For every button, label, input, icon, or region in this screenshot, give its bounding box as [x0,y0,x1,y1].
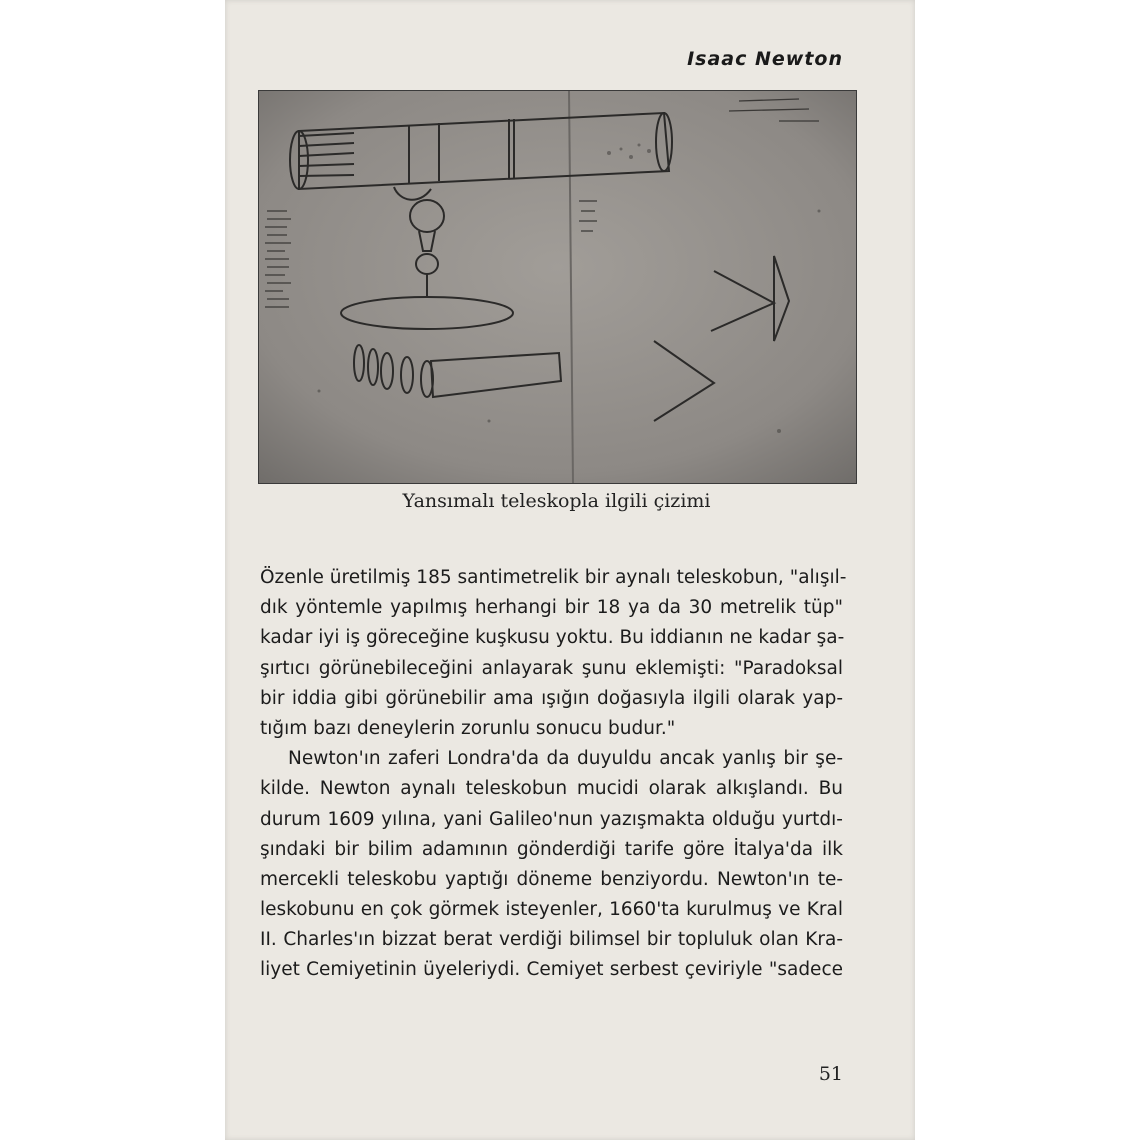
figure-caption: Yansımalı teleskopla ilgili çizimi [402,490,711,512]
text-line: Newton'ın zaferi Londra'da da duyuldu ancak yanlış bir şe- [288,748,843,770]
page-number: 51 [818,1063,843,1085]
text-line: tığım bazı deneylerin zorunlu sonucu budur." [260,717,676,739]
running-head: Isaac Newton [687,48,843,70]
text-line: kadar iyi iş göreceğine kuşkusu yoktu. Bu iddianın ne kadar şa- [260,627,845,649]
telescope-drawing-image [258,90,857,484]
text-line: mercekli teleskobu yaptığı döneme benziyordu. Newton'ın te- [260,868,843,890]
text-line: dık yöntemle yapılmış herhangi bir 18 ya da 30 metrelik tüp" [260,597,843,619]
text-line: Özenle üretilmiş 185 santimetrelik bir aynalı teleskobun, "alışıl- [260,567,847,588]
body-text [260,563,847,986]
paragraph [260,563,847,744]
text-line: şındaki bir bilim adamının gönderdiği tarife göre İtalya'da ilk [260,838,843,860]
paragraph [260,744,843,986]
text-line: leskobunu en çok görmek isteyenler, 1660'ta kurulmuş ve Kral [260,899,843,921]
text-line: II. Charles'ın bizzat berat verdiği bilimsel bir topluluk olan Kra- [260,929,843,951]
text-line: kilde. Newton aynalı teleskobun mucidi olarak alkışlandı. Bu [260,778,843,800]
book-page [225,0,915,1140]
text-line: bir iddia gibi görünebilir ama ışığın doğasıyla ilgili olarak yap- [260,687,843,709]
text-line: liyet Cemiyetinin üyeleriydi. Cemiyet serbest çeviriyle "sadece [260,959,843,981]
text-line: şırtıcı görünebileceğini anlayarak şunu eklemişti: "Paradoksal [260,657,843,679]
text-line: durum 1609 yılına, yani Galileo'nun yazışmakta olduğu yurtdı- [260,808,843,830]
